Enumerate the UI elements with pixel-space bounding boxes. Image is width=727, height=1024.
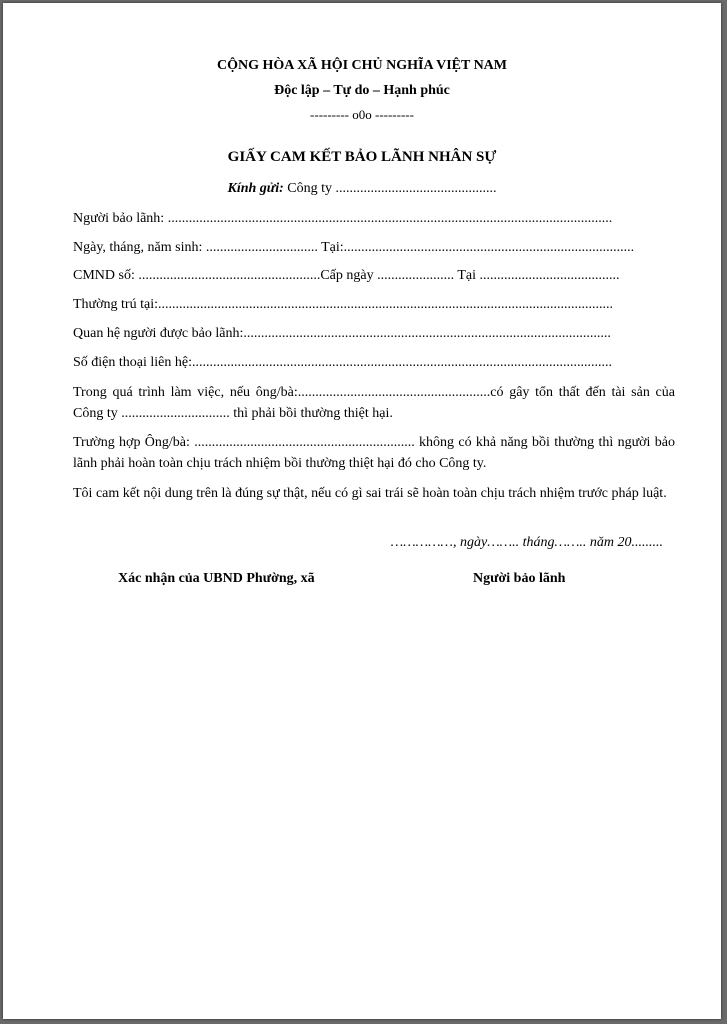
field-relationship: Quan hệ người được bảo lãnh:......................................................................................................... [73, 326, 611, 341]
document-title: GIẤY CAM KẾT BẢO LÃNH NHÂN SỰ [227, 149, 497, 165]
addressee-line [3, 181, 721, 197]
document-page [3, 3, 721, 1019]
field-guarantor-name: Người bảo lãnh: ............................................................................................................................... [73, 211, 613, 226]
paragraph-commitment: Tôi cam kết nội dung trên là đúng sự thật, nếu có gì sai trái sẽ hoàn toàn chịu trách nhiệm trước pháp luật. [73, 486, 667, 501]
paragraph-guarantor-responsibility: Trường hợp Ông/bà: ............................................................... không có khả năng bồi thường thì người bảo lãnh phải hoàn toàn chịu trách nhiệm bồi thường thiệt hại đó cho Công ty. [73, 435, 675, 471]
field-permanent-address: Thường trú tại:.................................................................................................................................. [73, 297, 613, 312]
field-id-number: CMND số: ....................................................Cấp ngày ...................... Tại ........................................ [73, 268, 620, 283]
field-phone: Số điện thoại liên hệ:........................................................................................................................ [73, 355, 612, 370]
national-motto: Độc lập – Tự do – Hạnh phúc [274, 83, 450, 98]
addressee-label: Kính gửi: [227, 181, 284, 196]
header-separator: --------- o0o --------- [310, 107, 414, 122]
national-title: CỘNG HÒA XÃ HỘI CHỦ NGHĨA VIỆT NAM [216, 58, 507, 73]
date-line: ……………, ngày…….. tháng…….. năm 20......... [390, 535, 663, 550]
signature-guarantor: Người bảo lãnh [473, 571, 566, 586]
signature-ward-confirmation: Xác nhận của UBND Phường, xã [118, 571, 315, 586]
addressee-value: Công ty .............................................. [283, 181, 497, 196]
paragraph-damage-liability: Trong quá trình làm việc, nếu ông/bà:.......................................................có gây tổn thất đến tài sản của Công ty ............................... thì phải bồi thường thiệt hại. [73, 385, 675, 421]
field-birth-date-place: Ngày, tháng, năm sinh: ................................ Tại:................................................................................... [73, 240, 635, 255]
